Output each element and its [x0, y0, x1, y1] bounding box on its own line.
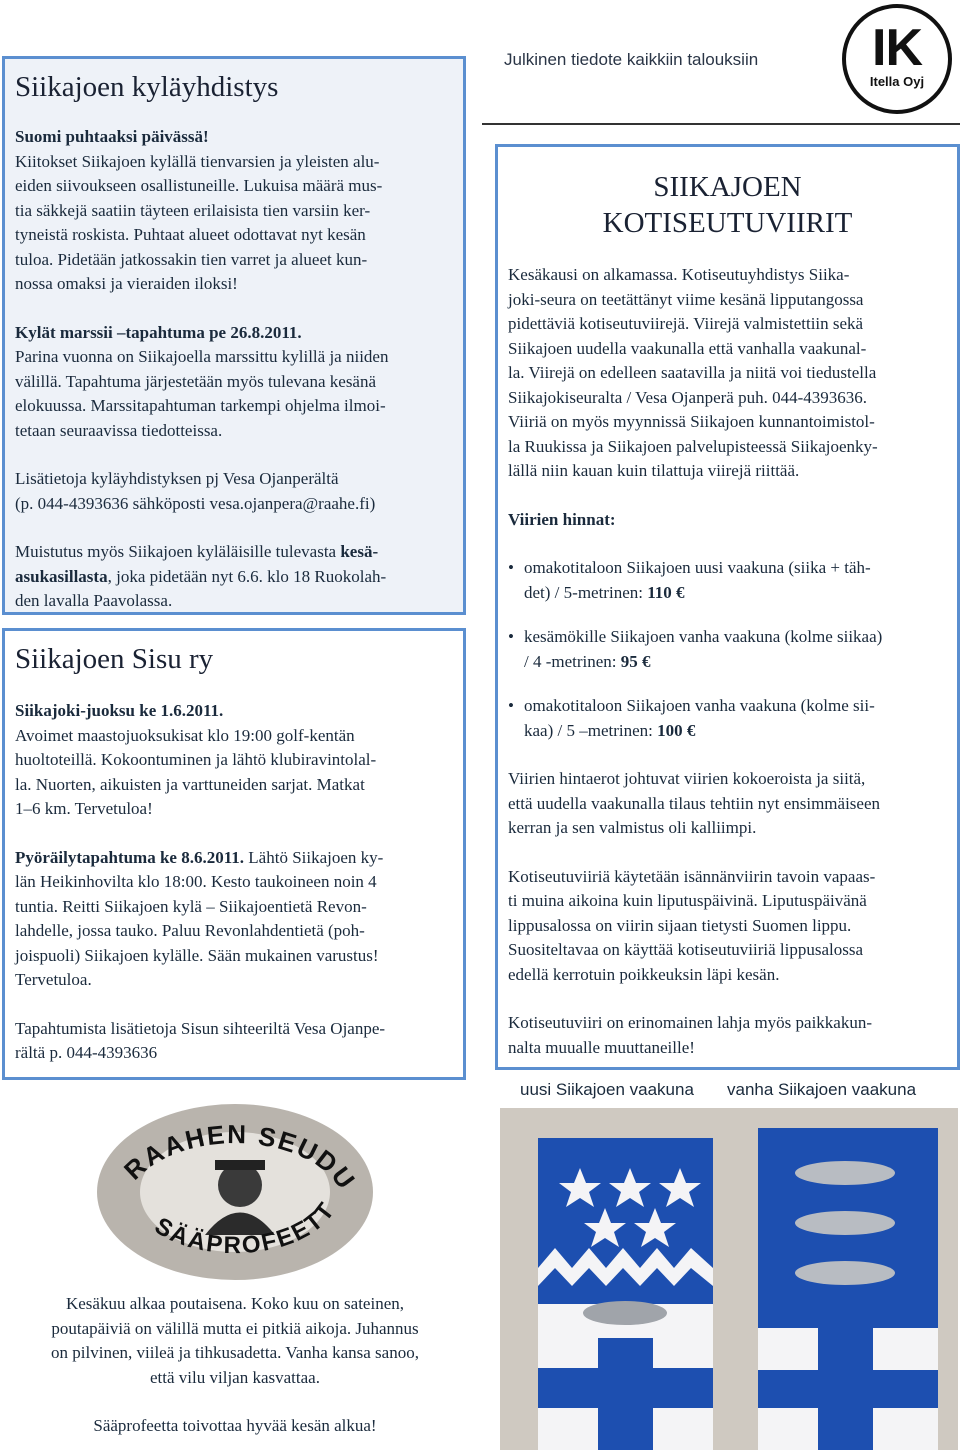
- stamp-bottom-text: SÄÄPROFEETT: [149, 1198, 340, 1260]
- p2-line: välillä. Tapahtuma järjestetään myös tulevana kesänä: [15, 371, 377, 391]
- e2-heading: Pyöräilytapahtuma ke 8.6.2011.: [15, 847, 245, 867]
- price-item: [524, 694, 954, 743]
- sisu-body: [15, 699, 455, 1066]
- e2-line: joispuoli) Siikajoen kylälle. Sään mukainen varustus!: [15, 945, 379, 965]
- prices-heading: Viirien hinnat:: [508, 509, 616, 529]
- stamp-graphic: [95, 1100, 375, 1280]
- viirit-title-2: KOTISEUTUVIIRIT: [602, 207, 853, 239]
- intro-line: joki-seura on teetättänyt viime kesänä lipputangossa: [508, 289, 864, 309]
- price-line-2: [524, 650, 954, 675]
- p1-heading: Suomi puhtaaksi päivässä!: [15, 127, 209, 146]
- tagline: Julkinen tiedote kaikkiin talouksiin: [504, 50, 759, 69]
- p2-line: elokuussa. Marssitapahtuman tarkempi ohjelma ilmoi-: [15, 396, 386, 415]
- weather-line: että vilu viljan kasvattaa.: [150, 1367, 320, 1387]
- e1-heading: Siikajoki-juoksu ke 1.6.2011.: [15, 701, 224, 720]
- e1-line: huoltoteillä. Kokoontuminen ja lähtö klubiravintolal-: [15, 750, 377, 769]
- p4-pre: Muistutus myös Siikajoen kyläläisille tulevasta: [15, 542, 341, 561]
- e1-line: 1–6 km. Tervetuloa!: [15, 799, 153, 818]
- viirit-title-1: SIIKAJOEN: [653, 171, 802, 203]
- saaprofeetta-stamp: [95, 1100, 375, 1280]
- p4-line-1: [15, 540, 455, 565]
- p1-line: tia säkkejä saatiin täyteen erilaisista tien varsiin ker-: [15, 200, 371, 220]
- p1-line: Kiitokset Siikajoen kylällä tienvarsien ja yleisten alu-: [15, 151, 380, 171]
- viirit-box: [495, 144, 960, 1070]
- p4-bold-2: asukasillasta: [15, 566, 108, 586]
- price-desc: kaa) / 5 –metrinen:: [524, 720, 658, 740]
- logo-text: IK: [872, 19, 922, 77]
- contact-line: Tapahtumista lisätietoja Sisun sihteeriltä Vesa Ojanpe-: [15, 1018, 386, 1038]
- stamp-top-text: RAAHEN SEUDU: [118, 1119, 363, 1196]
- diff-line: Viirien hintaerot johtuvat viirien kokoeroista ja siitä,: [508, 769, 866, 788]
- e2-line: län Heikinhovilta klo 18:00. Kesto taukoineen noin 4: [15, 872, 377, 891]
- weather-line: Kesäkuu alkaa poutaisena. Koko kuu on sateinen,: [65, 1294, 405, 1313]
- p1-line: tuloa. Pidetään jatkossakin tien varret ja alueet kun-: [15, 249, 368, 269]
- header-rule: [482, 123, 960, 125]
- viirit-body: [508, 263, 954, 1060]
- caption-old-coat: vanha Siikajoen vaakuna: [727, 1080, 917, 1099]
- p4-mid: , joka pidetään nyt 6.6. klo 18 Ruokolah-: [107, 566, 387, 586]
- p4-last: den lavalla Paavolassa.: [15, 591, 173, 610]
- p3-line: Lisätietoja kyläyhdistyksen pj Vesa Ojanperältä: [15, 469, 339, 488]
- weather-text: [8, 1292, 462, 1439]
- kylayhdistys-body: [15, 125, 455, 614]
- price-list: [508, 556, 954, 743]
- intro-line: la Ruukissa ja Siikajoen palvelupisteessä Siikajoenky-: [508, 436, 878, 456]
- pennants-graphic: [500, 1108, 958, 1450]
- p3-line: (p. 044-4393636 sähköposti vesa.ojanpera@raahe.fi): [15, 493, 376, 513]
- weather-line: on pilvinen, viileä ja tihkusadetta. Vanha kansa sanoo,: [51, 1343, 419, 1362]
- p4-line-2: [15, 565, 455, 590]
- p1-line: eiden siivoukseen osallistuneille. Lukuisa määrä mus-: [15, 176, 383, 195]
- p2-line: tetaan seuraavissa tiedotteissa.: [15, 420, 223, 440]
- diff-line: että uudella vaakunalla tilaus tehtiin nyt ensimmäiseen: [508, 793, 880, 813]
- weather-line: poutapäiviä on välillä mutta ei pitkiä aikoja. Juhannus: [51, 1318, 419, 1338]
- use-line: edellä kerrotuin poikkeuksin läpi kesän.: [508, 964, 780, 984]
- viirit-title: [498, 169, 957, 241]
- pennant-new: [538, 1138, 713, 1450]
- price-line-1: • omakotitaloon Siikajoen vanha vaakuna (kolme sii-: [524, 696, 875, 715]
- use-line: Suositeltavaa on käyttää kotiseutuviiriä lippusalossa: [508, 940, 864, 959]
- e1-line: la. Nuorten, aikuisten ja varttuneiden sarjat. Matkat: [15, 774, 365, 794]
- price-value: 100 €: [657, 720, 696, 740]
- p2-heading: Kylät marssii –tapahtuma pe 26.8.2011.: [15, 322, 302, 342]
- price-line-2: [524, 581, 954, 606]
- kylayhdistys-title: Siikajoen kyläyhdistys: [15, 71, 279, 103]
- e2-first-rest: Lähtö Siikajoen ky-: [244, 847, 384, 867]
- weather-closing: Sääprofeetta toivottaa hyvää kesän alkua!: [93, 1416, 377, 1435]
- e2-first: [15, 846, 455, 871]
- price-line-1: • kesämökille Siikajoen vanha vaakuna (kolme siikaa): [524, 627, 883, 646]
- price-value: 110 €: [647, 582, 685, 602]
- price-item: [524, 556, 954, 605]
- p2-line: Parina vuonna on Siikajoella marssittu kylillä ja niiden: [15, 347, 389, 366]
- sisu-title: Siikajoen Sisu ry: [15, 643, 214, 675]
- intro-line: Kesäkausi on alkamassa. Kotiseutuyhdistys Siika-: [508, 265, 850, 284]
- diff-line: kerran ja sen valmistus oli kalliimpi.: [508, 818, 757, 837]
- intro-line: la. Viirejä on edelleen saatavilla ja niitä voi tiedustella: [508, 363, 877, 382]
- e1-line: Avoimet maastojuoksukisat klo 19:00 golf-kentän: [15, 725, 355, 745]
- intro-line: Siikajokiseuralta / Vesa Ojanperä puh. 044-4393636.: [508, 387, 867, 407]
- kylayhdistys-box: [2, 56, 466, 615]
- e2-line: tuntia. Reitti Siikajoen kylä – Siikajoentietä Revon-: [15, 896, 367, 916]
- caption-new-coat: uusi Siikajoen vaakuna: [520, 1080, 694, 1099]
- p1-line: nossa omaksi ja vieraiden iloksi!: [15, 274, 238, 293]
- fish-icon: [583, 1301, 667, 1325]
- use-line: lippusalossa on viirin sijaan tietysti Suomen lippu.: [508, 915, 852, 935]
- fish-icon: [795, 1261, 895, 1285]
- p1-line: tyneistä roskista. Puhtaat alueet odottavat nyt kesän: [15, 225, 366, 244]
- e2-line: lahdelle, jossa tauko. Paluu Revonlahdentietä (poh-: [15, 921, 365, 940]
- intro-line: pidettäviä kotiseutuviirejä. Viirejä valmistettiin sekä: [508, 314, 864, 333]
- itella-logo: [842, 4, 952, 114]
- pennants-photo: [500, 1108, 958, 1450]
- price-line-2: [524, 719, 954, 744]
- logo-subtitle: Itella Oyj: [869, 74, 925, 89]
- intro-line: Siikajoen uudella vaakunalla että vanhalla vaakunal-: [508, 338, 867, 358]
- contact-line: rältä p. 044-4393636: [15, 1043, 158, 1062]
- fish-icon: [795, 1161, 895, 1185]
- e2-line: Tervetuloa.: [15, 970, 92, 989]
- fish-icon: [795, 1211, 895, 1235]
- price-desc: / 4 -metrinen:: [524, 651, 621, 671]
- use-line: ti muina aikoina kuin liputuspäivinä. Liputuspäivänä: [508, 891, 867, 910]
- intro-line: lällä niin kauan kuin tilattuja viirejä riittää.: [508, 461, 800, 480]
- pennant-old: [758, 1128, 938, 1450]
- sisu-box: [2, 628, 466, 1080]
- gift-line: nalta muualle muuttaneille!: [508, 1037, 695, 1057]
- gift-line: Kotiseutuviiri on erinomainen lahja myös paikkakun-: [508, 1013, 873, 1032]
- price-desc: det) / 5-metrinen:: [524, 582, 648, 602]
- use-line: Kotiseutuviiriä käytetään isännänviirin tavoin vapaas-: [508, 866, 876, 886]
- intro-line: Viiriä on myös myynnissä Siikajoen kunnantoimistol-: [508, 412, 875, 431]
- price-item: [524, 625, 954, 674]
- p4-bold-1: kesä-: [340, 542, 379, 561]
- price-line-1: • omakotitaloon Siikajoen uusi vaakuna (siika + täh-: [524, 558, 871, 577]
- price-value: 95 €: [620, 651, 651, 671]
